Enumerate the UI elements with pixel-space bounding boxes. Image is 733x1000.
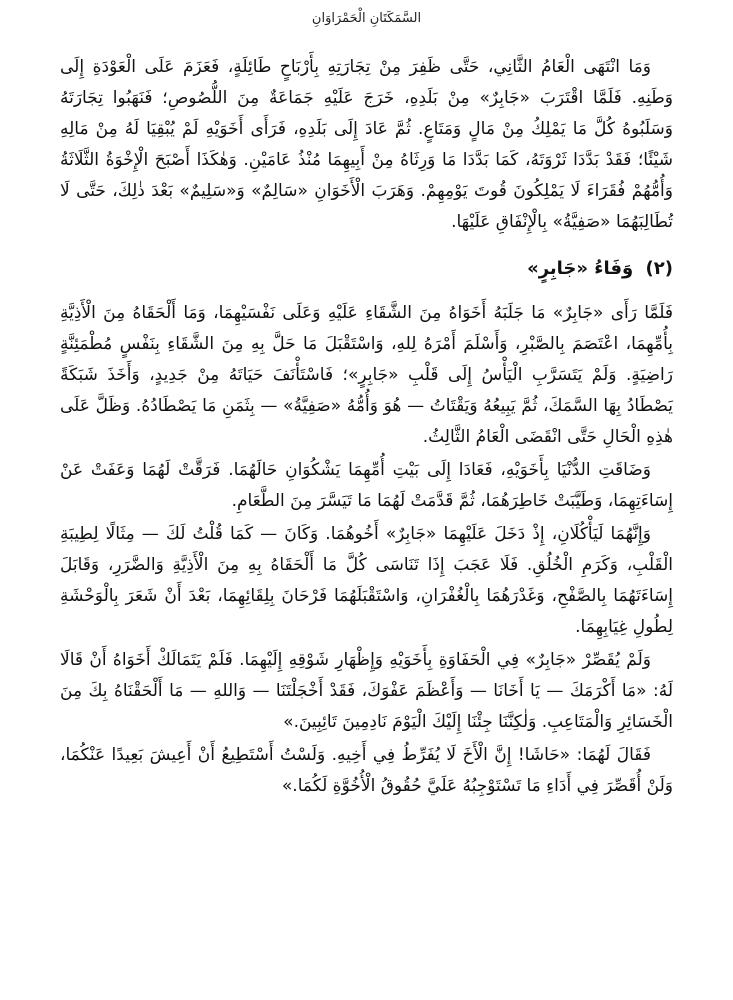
body-paragraph: وَلَمْ يُقَصِّرْ «جَابِرٌ» فِي الْحَفَاوَةِ بِأَخَوَيْهِ وَإِظْهَارِ شَوْقِهِ إِلَيْهِمَا. فَلَمْ يَتَمَالَكْ أَخَوَاهُ أَنْ قَالَا لَهُ: «مَا أَكْرَمَكَ — يَا أَخَانَا — وَأَعْظَمَ عَفْوَكَ، فَقَدْ أَخْجَلْتَنَا — وَاللهِ — مَا أَلْحَقْنَاهُ بِكَ مِنَ الْخَسَائِرِ وَالْمَتَاعِبِ. وَلٰكِنَّنَا جِئْنَا إِلَيْكَ الْيَوْمَ نَادِمِينَ تَائِبِينَ.» xyxy=(60,650,673,732)
body-paragraph: فَلَمَّا رَأَى «جَابِرٌ» مَا جَلَبَهُ أَخَوَاهُ مِنَ الشَّقَاءِ عَلَيْهِ وَعَلَى نَفْسَيْهِمَا، وَمَا أَلْحَقَاهُ مِنَ الْأَذِيَّةِ بِأُمِّهِمَا، اعْتَصَمَ بِالصَّبْرِ، وَأَسْلَمَ أَمْرَهُ لِلهِ، وَاسْتَقْبَلَ مَا حَلَّ بِهِ مِنَ الشَّقَاءِ بِنَفْسٍ مُطْمَئِنَّةٍ رَاضِيَةٍ. وَلَمْ يَتَسَرَّبِ الْيَأْسُ إِلَى قَلْبِ «جَابِرٍ»؛ فَاسْتَأْنَفَ حَيَاتَهُ مِنْ جَدِيدٍ، وَأَخَذَ شَبَكَةً يَصْطَادُ بِهَا السَّمَكَ، ثُمَّ يَبِيعُهُ وَيَقْتَاتُ — هُوَ وَأُمُّهُ «صَفِيَّةُ» — بِثَمَنِ مَا يَصْطَادُهُ. وَظَلَّ عَلَى هٰذِهِ الْحَالِ حَتَّى انْقَضَى الْعَامُ الثَّالِثُ. xyxy=(60,303,673,447)
section-title: وَفَاءُ «جَابِرٍ» xyxy=(527,258,634,279)
body-paragraph: وَضَاقَتِ الدُّنْيَا بِأَخَوَيْهِ، فَعَادَا إِلَى بَيْتِ أُمِّهِمَا يَشْكُوَانِ حَالَهُمَا. فَرَقَّتْ لَهُمَا وَعَفَتْ عَنْ إِسَاءَتِهِمَا، وَطَيَّبَتْ خَاطِرَهُمَا، ثُمَّ قَدَّمَتْ لَهُمَا مَا تَيَسَّرَ مِنَ الطَّعَامِ. xyxy=(60,460,673,511)
section-number: (٢) xyxy=(645,258,673,279)
intro-paragraph: وَمَا انْتَهَى الْعَامُ الثَّانِي، حَتَّى ظَفِرَ مِنْ تِجَارَتِهِ بِأَرْبَاحٍ طَائِلَةٍ، فَعَزَمَ عَلَى الْعَوْدَةِ إِلَى وَطَنِهِ. فَلَمَّا اقْتَرَبَ «جَابِرٌ» مِنْ بَلَدِهِ، خَرَجَ عَلَيْهِ جَمَاعَةٌ مِنَ اللُّصُوصِ؛ فَنَهَبُوا تِجَارَتَهُ وَسَلَبُوهُ كُلَّ مَا يَمْلِكُ مِنْ مَالٍ وَمَتَاعٍ. ثُمَّ عَادَ إِلَى بَلَدِهِ، فَرَأَى أَخَوَيْهِ لَمْ يُبْقِيَا لَهُ مِنْ مَالِهِ شَيْئًا؛ فَقَدْ بَدَّدَا ثَرْوَتَهُ، كَمَا بَدَّدَا مَا وَرِثَاهُ مِنْ أَبِيهِمَا مُنْذُ عَامَيْنِ. وَهٰكَذَا أَصْبَحَ الْإِخْوَةُ الثَّلَاثَةُ وَأُمُّهُمْ فُقَرَاءَ لَا يَمْلِكُونَ قُوتَ يَوْمِهِمْ. وَهَرَبَ الْأَخَوَانِ «سَالِمٌ» وَ«سَلِيمٌ» بَعْدَ ذٰلِكَ، حَتَّى لَا تُطَالِبَهُمَا «صَفِيَّةُ» بِالْإِنْفَاقِ عَلَيْهَا. xyxy=(60,57,673,232)
running-title: السَّمَكَتَانِ الْحَمْرَاوَانِ xyxy=(311,11,422,26)
body-paragraph: وَإِنَّهُمَا لَيَأْكُلَانِ، إِذْ دَخَلَ عَلَيْهِمَا «جَابِرٌ» أَخُوهُمَا. وَكَانَ — كَمَا قُلْتُ لَكَ — مِثَالًا لِطِيبَةِ الْقَلْبِ، وَكَرَمِ الْخُلُقِ. فَلَا عَجَبَ إِذَا تَنَاسَى كُلَّ مَا أَلْحَقَاهُ بِهِ مِنَ الْأَذِيَّةِ وَالضَّرَرِ، وَقَابَلَ إِسَاءَتَهُمَا بِالصَّفْحِ، وَغَدْرَهُمَا بِالْغُفْرَانِ، وَاسْتَقْبَلَهُمَا فَرْحَانَ بِلِقَائِهِمَا، بَعْدَ أَنْ شَعَرَ بِالْوَحْشَةِ لِطُولِ غِيَابِهِمَا. xyxy=(60,524,673,637)
section-heading xyxy=(60,254,673,284)
page-body xyxy=(60,52,673,802)
body-paragraph: فَقَالَ لَهُمَا: «حَاشَا! إِنَّ الْأَخَ لَا يُفَرِّطُ فِي أَخِيهِ. وَلَسْتُ أَسْتَطِيعُ أَنْ أَعِيشَ بَعِيدًا عَنْكُمَا، وَلَنْ أُقَصِّرَ فِي أَدَاءِ مَا تَسْتَوْجِبُهُ عَلَيَّ حُقُوقُ الْأُخُوَّةِ لَكُمَا.» xyxy=(60,745,673,796)
